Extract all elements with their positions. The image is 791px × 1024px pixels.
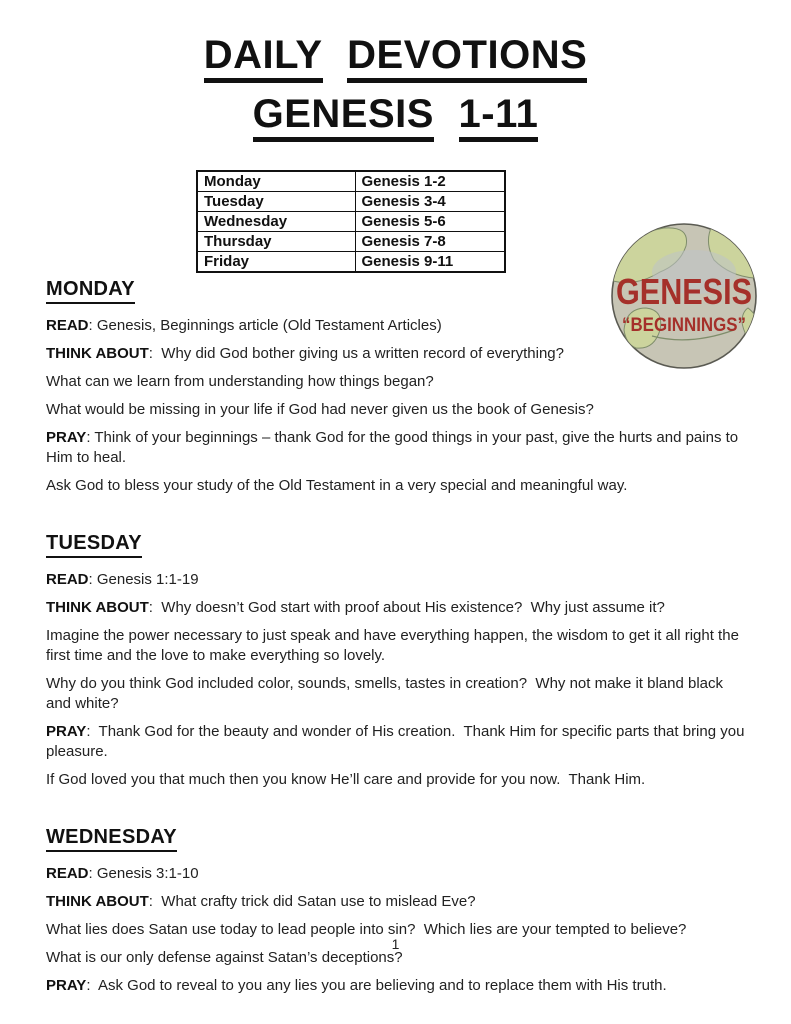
paragraph	[46, 428, 749, 468]
day-cell: Wednesday	[197, 212, 355, 232]
document-body	[0, 278, 791, 996]
paragraph-text: : Genesis 3:1-10	[88, 865, 199, 882]
reading-schedule-table	[196, 170, 506, 273]
paragraph-label: PRAY	[46, 723, 87, 740]
day-cell: Tuesday	[197, 192, 355, 212]
paragraph-text: What can we learn from understanding how things began?	[46, 373, 434, 390]
globe-subtitle-text: “BEGINNINGS”	[622, 315, 746, 336]
paragraph-label: READ	[46, 571, 89, 588]
paragraph-text: : What crafty trick did Satan use to mislead Eve?	[148, 893, 476, 910]
paragraph-label: READ	[46, 317, 89, 334]
title-line-1	[0, 30, 791, 83]
paragraph-label: THINK ABOUT	[46, 345, 149, 362]
title-word: DEVOTIONS	[347, 33, 587, 83]
paragraph	[46, 770, 749, 790]
day-cell: Monday	[197, 171, 355, 192]
paragraph	[46, 372, 749, 392]
section-heading: WEDNESDAY	[46, 826, 177, 852]
section-tuesday	[46, 532, 749, 790]
paragraph-text: Imagine the power necessary to just speak and have everything happen, the wisdom to get it all right the first time and the love to make everything so lovely.	[46, 627, 744, 664]
table-row	[197, 171, 505, 192]
paragraph-label: THINK ABOUT	[46, 599, 149, 616]
section-heading: TUESDAY	[46, 532, 142, 558]
table-row	[197, 192, 505, 212]
paragraph	[46, 976, 749, 996]
day-cell: Thursday	[197, 232, 355, 252]
paragraph-label: THINK ABOUT	[46, 893, 149, 910]
paragraph-text: : Genesis, Beginnings article (Old Testament Articles)	[88, 317, 442, 334]
title-word: GENESIS	[253, 92, 434, 142]
paragraph-text: What would be missing in your life if God had never given us the book of Genesis?	[46, 401, 594, 418]
paragraph	[46, 892, 749, 912]
paragraph	[46, 570, 749, 590]
paragraph	[46, 864, 749, 884]
paragraph-label: PRAY	[46, 429, 87, 446]
paragraph-text: What lies does Satan use today to lead people into sin? Which lies are your tempted to believe?	[46, 921, 687, 938]
reading-cell: Genesis 5-6	[355, 212, 505, 232]
section-wednesday	[46, 826, 749, 996]
paragraph-label: READ	[46, 865, 89, 882]
table-row	[197, 212, 505, 232]
paragraph-text: If God loved you that much then you know He’ll care and provide for you now. Thank Him.	[46, 771, 646, 788]
reading-cell: Genesis 9-11	[355, 252, 505, 273]
paragraph-text: Why do you think God included color, sounds, smells, tastes in creation? Why not make it bland black and white?	[46, 675, 728, 712]
paragraph	[46, 476, 749, 496]
reading-cell: Genesis 3-4	[355, 192, 505, 212]
section-heading: MONDAY	[46, 278, 135, 304]
document-title	[0, 0, 791, 142]
paragraph-text: : Think of your beginnings – thank God for the good things in your past, give the hurts and pains to Him to heal.	[46, 429, 743, 466]
paragraph-text: : Why did God bother giving us a written record of everything?	[148, 345, 564, 362]
title-line-2	[0, 89, 791, 142]
paragraph	[46, 400, 749, 420]
table-row	[197, 232, 505, 252]
paragraph-text: What is our only defense against Satan’s deceptions?	[46, 949, 403, 966]
genesis-globe-image	[594, 220, 774, 372]
paragraph	[46, 674, 749, 714]
paragraph	[46, 722, 749, 762]
reading-cell: Genesis 1-2	[355, 171, 505, 192]
title-word: 1-11	[459, 92, 539, 142]
paragraph-label: PRAY	[46, 977, 87, 994]
table-row	[197, 252, 505, 273]
paragraph-text: : Thank God for the beauty and wonder of His creation. Thank Him for specific parts that bring you pleasure.	[46, 723, 749, 760]
paragraph-text: : Ask God to reveal to you any lies you are believing and to replace them with His truth.	[86, 977, 667, 994]
globe-illustration	[594, 220, 774, 372]
page-number: 1	[391, 936, 400, 952]
paragraph-text: : Genesis 1:1-19	[88, 571, 199, 588]
globe-title-text: GENESIS	[616, 271, 752, 312]
title-word: DAILY	[204, 33, 323, 83]
reading-cell: Genesis 7-8	[355, 232, 505, 252]
paragraph	[46, 598, 749, 618]
paragraph-text: : Why doesn’t God start with proof about His existence? Why just assume it?	[148, 599, 665, 616]
paragraph-text: Ask God to bless your study of the Old Testament in a very special and meaningful way.	[46, 477, 628, 494]
paragraph	[46, 626, 749, 666]
day-cell: Friday	[197, 252, 355, 273]
